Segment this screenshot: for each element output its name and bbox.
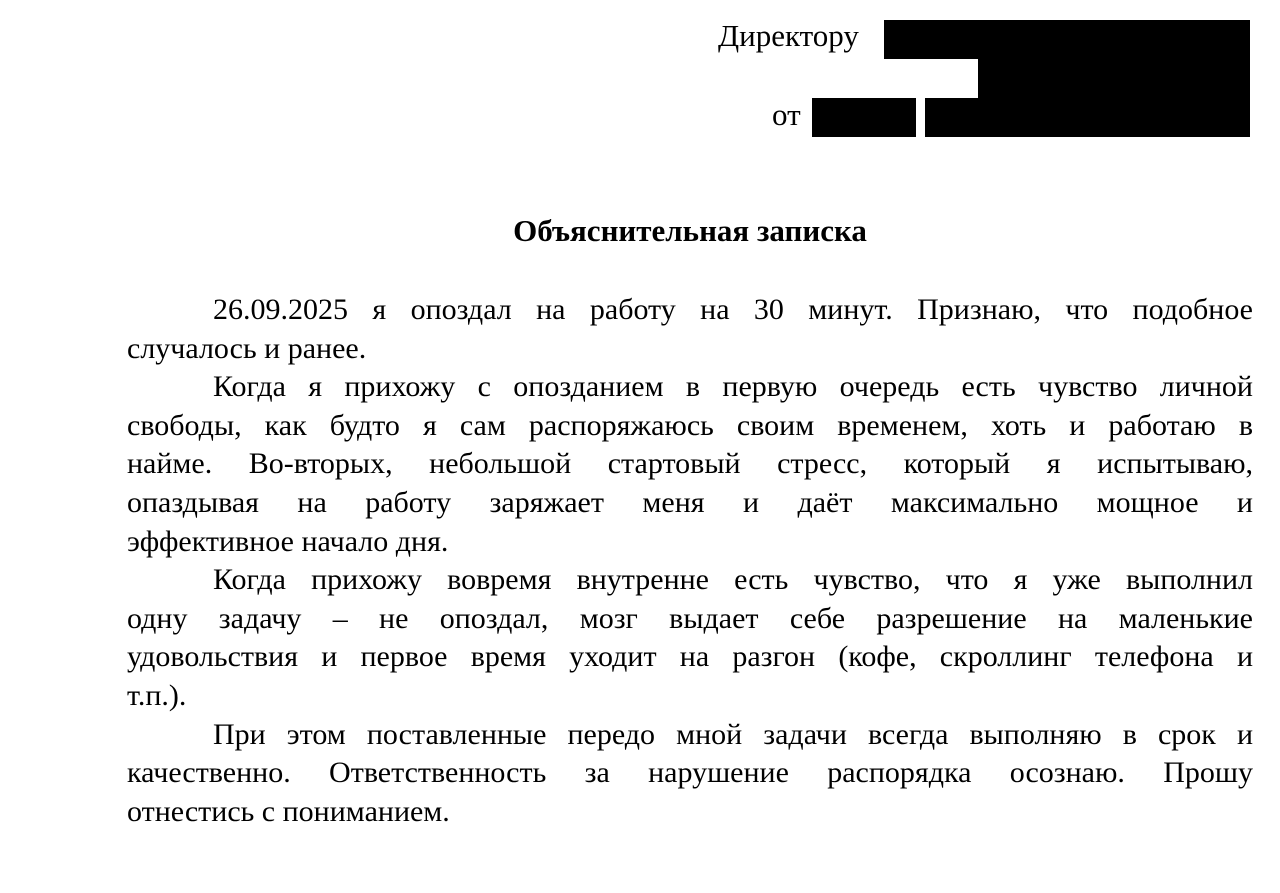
paragraph-3-line: одну задачу – не опоздал, мозг выдает себе разрешение на маленькие <box>127 601 1253 635</box>
paragraph-4-line: При этом поставленные передо мной задачи всегда выполняю в срок и <box>213 717 1253 751</box>
paragraph-3-line: Когда прихожу вовремя внутренне есть чувство, что я уже выполнил <box>213 563 1253 597</box>
recipient-label: Директору <box>718 18 859 53</box>
paragraph-2-line: найме. Во-вторых, небольшой стартовый стресс, который я испытываю, <box>127 447 1253 481</box>
paragraph-3-line: т.п.). <box>127 678 187 712</box>
paragraph-1-line: 26.09.2025 я опоздал на работу на 30 минут. Признаю, что подобное <box>213 293 1253 326</box>
paragraph-2-line: свободы, как будто я сам распоряжаюсь своим временем, хоть и работаю в <box>127 408 1253 442</box>
paragraph-4-line: качественно. Ответственность за нарушение распорядка осознаю. Прошу <box>127 756 1253 790</box>
sender-label: от <box>772 97 801 132</box>
document-body <box>127 291 1253 831</box>
paragraph-2-line: опаздывая на работу заряжает меня и даёт максимально мощное и <box>127 485 1253 519</box>
paragraph-2-line: Когда я прихожу с опозданием в первую очередь есть чувство личной <box>213 370 1253 404</box>
redacted-sender-name-block-1 <box>812 98 916 137</box>
paragraph-4-line: отнестись с пониманием. <box>127 794 450 828</box>
redacted-recipient-name-block-1 <box>884 20 1250 59</box>
redacted-sender-name-block-2 <box>925 98 1250 137</box>
document-title: Объяснительная записка <box>513 213 867 248</box>
redacted-recipient-name-block-2 <box>978 59 1250 98</box>
paragraph-2-line: эффективное начало дня. <box>127 524 449 558</box>
paragraph-1-line: случалось и ранее. <box>127 331 367 365</box>
paragraph-3-line: удовольствия и первое время уходит на разгон (кофе, скроллинг телефона и <box>127 640 1253 674</box>
